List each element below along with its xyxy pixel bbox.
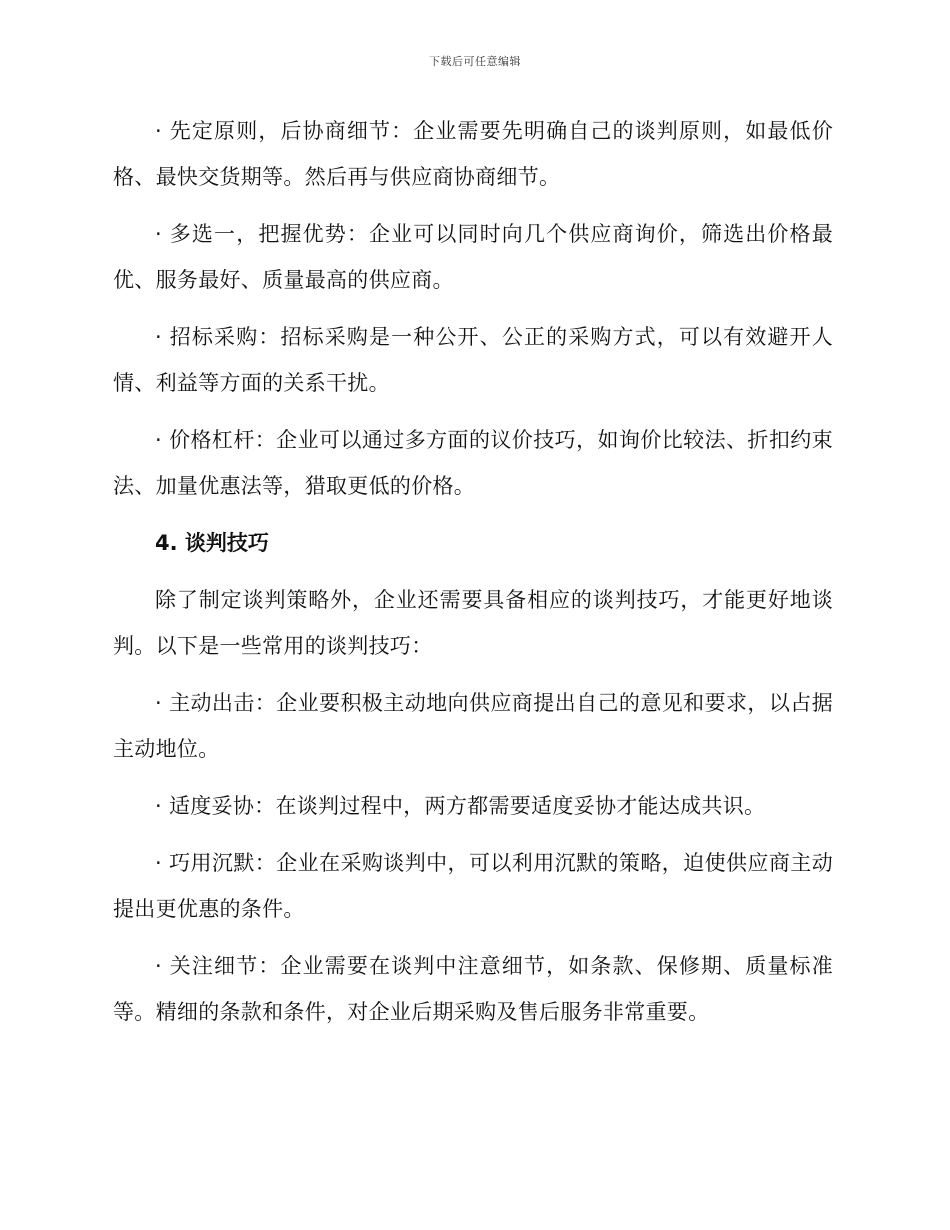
section-heading: 4. 谈判技巧 [155, 531, 269, 555]
paragraph-compromise: · 适度妥协：在谈判过程中，两方都需要适度妥协才能达成共识。 [155, 794, 766, 818]
paragraph-price-leverage: · 价格杠杆：企业可以通过多方面的议价技巧，如询价比较法、折扣约束法、加量优惠法等，猎取更低的价格。 [113, 428, 833, 498]
paragraph-principle-first: · 先定原则，后协商细节：企业需要先明确自己的谈判原则，如最低价格、最快交货期等。然后再与供应商协商细节。 [113, 119, 833, 189]
paragraph-choose-one: · 多选一，把握优势：企业可以同时向几个供应商询价，筛选出价格最优、服务最好、质量最高的供应商。 [113, 222, 833, 292]
paragraph-details: · 关注细节：企业需要在谈判中注意细节，如条款、保修期、质量标准等。精细的条款和条件，对企业后期采购及售后服务非常重要。 [113, 954, 833, 1024]
paragraph-tender-procurement: · 招标采购：招标采购是一种公开、公正的采购方式，可以有效避开人情、利益等方面的关系干扰。 [113, 325, 833, 395]
paragraph-silence: · 巧用沉默：企业在采购谈判中，可以利用沉默的策略，迫使供应商主动提出更优惠的条件。 [113, 851, 833, 921]
page-header-note: 下载后可任意编辑 [429, 55, 521, 68]
paragraph-intro: 除了制定谈判策略外，企业还需要具备相应的谈判技巧，才能更好地谈判。以下是一些常用的谈判技巧： [113, 588, 833, 658]
document-body [113, 108, 833, 1046]
paragraph-take-initiative: · 主动出击：企业要积极主动地向供应商提出自己的意见和要求，以占据主动地位。 [113, 691, 833, 761]
